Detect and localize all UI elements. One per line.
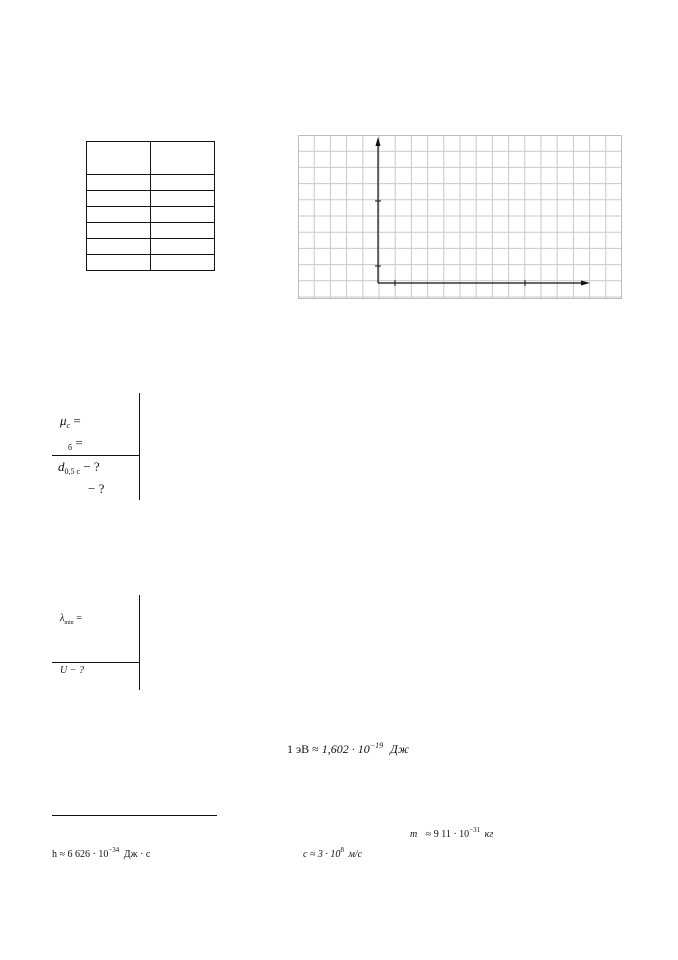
table-header-cell	[87, 142, 151, 175]
graph-paper	[298, 135, 622, 299]
constant-electron-mass: m ≈ 9 $11 \cdot 10^{-31}$ кг	[410, 826, 494, 840]
table-cell	[151, 239, 215, 255]
table-cell	[87, 255, 151, 271]
given-divider-horizontal	[52, 455, 139, 456]
table-cell	[87, 239, 151, 255]
given-divider-vertical	[139, 595, 140, 690]
given-divider-vertical	[139, 393, 140, 500]
table-cell	[87, 207, 151, 223]
constant-planck: h ≈ 6 $626 \cdot 10^{-34}$ Дж · с	[52, 846, 151, 860]
find-d: $d_{0,5 c}$ − ?	[58, 459, 100, 476]
given-mu: $\mu_c$ =	[60, 413, 81, 430]
find-u: U − ?	[60, 665, 84, 676]
footnote-rule	[52, 815, 217, 816]
table-cell	[151, 207, 215, 223]
table-header-cell	[151, 142, 215, 175]
table-cell	[151, 175, 215, 191]
constant-light-speed: $c \approx 3 \cdot 10^8$ м/с	[303, 846, 363, 860]
given-lambda: $\lambda_{min}$ =	[60, 613, 82, 626]
table-cell	[87, 191, 151, 207]
grid-lines	[298, 135, 622, 299]
table-cell	[87, 223, 151, 239]
constant-electron-volt: 1 эВ ≈ $1,602 \cdot 10^{-19}$ Дж	[287, 741, 409, 756]
y-axis-arrow	[376, 137, 381, 146]
given-divider-horizontal	[52, 662, 139, 663]
table-cell	[87, 175, 151, 191]
table-cell	[151, 223, 215, 239]
table-cell	[151, 255, 215, 271]
given-b: $_б$ =	[68, 435, 83, 452]
find-second: − ?	[88, 481, 105, 496]
table-cell	[151, 191, 215, 207]
blank-data-table	[86, 141, 215, 271]
